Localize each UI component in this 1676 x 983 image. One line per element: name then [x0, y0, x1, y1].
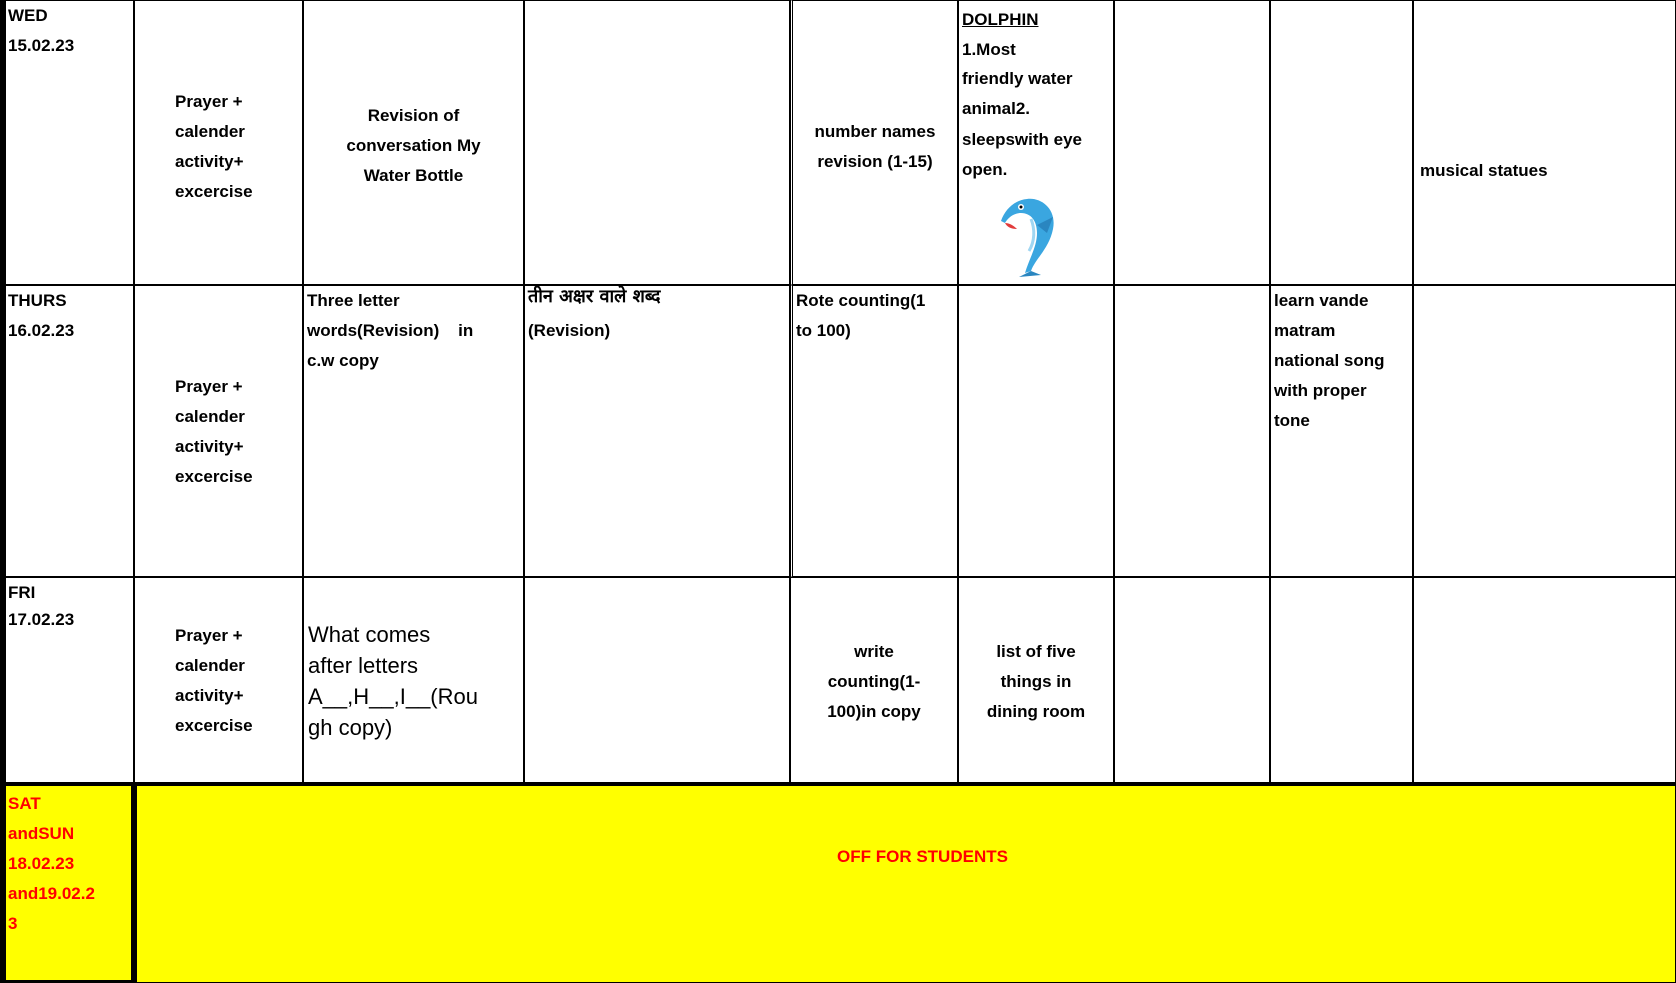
row-thurs-english-line-3: c.w copy — [307, 351, 379, 370]
row-wed-col9-cell — [1413, 0, 1676, 285]
row-thurs-col8-line-5: tone — [1274, 411, 1310, 430]
row-wed-maths-line-2: revision (1-15) — [817, 152, 933, 171]
row-wed-english-line-1: Revision of — [367, 106, 460, 125]
weekend-label-line-3: 18.02.23 — [8, 854, 75, 873]
row-thurs-col7-cell — [1114, 285, 1270, 577]
weekend-label-line-2: andSUN — [8, 824, 75, 843]
row-fri-assembly-line-3: activity+ — [175, 686, 244, 705]
row-thurs-col9-cell — [1413, 285, 1676, 577]
row-thurs-day-cell — [6, 285, 134, 577]
row-wed-evs-title: DOLPHIN — [962, 10, 1039, 29]
row-thurs-col8-line-1: learn vande — [1274, 291, 1369, 310]
row-fri-evs-line-2: things in — [1000, 672, 1072, 691]
row-thurs-assembly-line-3: activity+ — [175, 437, 244, 456]
row-wed-english-line-2: conversation My — [346, 136, 481, 155]
row-wed-assembly-cell — [134, 0, 303, 285]
row-wed-assembly-line-3: activity+ — [175, 152, 244, 171]
row-thurs-assembly-cell — [134, 285, 303, 577]
row-wed-assembly-line-2: calender — [175, 122, 245, 141]
row-fri-english-line-3: A__,H__,I__(Rou — [308, 684, 478, 709]
row-wed-date: 15.02.23 — [8, 36, 75, 55]
row-fri-day: FRI — [8, 583, 36, 602]
row-fri-evs-cell — [958, 577, 1114, 783]
weekend-label-line-5: 3 — [8, 914, 18, 933]
row-fri-date: 17.02.23 — [8, 610, 75, 629]
row-wed-evs-line-4: sleepswith eye — [962, 130, 1083, 149]
row-wed-english-line-3: Water Bottle — [363, 166, 464, 185]
row-wed-maths-cell — [790, 0, 958, 285]
row-fri-english-line-2: after letters — [308, 653, 419, 678]
row-thurs-hindi-line-1: तीन अक्षर वाले शब्द — [528, 286, 661, 307]
row-wed-maths-line-1: number names — [814, 122, 936, 141]
row-fri-maths-line-3: 100)in copy — [827, 702, 921, 721]
row-fri-maths-cell — [790, 577, 958, 783]
dolphin-picture — [991, 189, 1067, 277]
row-fri-assembly-cell — [134, 577, 303, 783]
row-fri-assembly-line-4: excercise — [175, 716, 253, 735]
row-thurs-english-cell — [303, 285, 524, 577]
row-wed-day: WED — [8, 6, 48, 25]
row-thurs-assembly-line-1: Prayer + — [175, 377, 243, 396]
row-wed-evs-cell — [958, 0, 1114, 285]
row-thurs-col8-cell — [1270, 285, 1413, 577]
row-fri-col7-cell — [1114, 577, 1270, 783]
weekend-message-cell — [134, 783, 1676, 983]
row-fri-col8-cell — [1270, 577, 1413, 783]
row-fri-maths-line-1: write — [854, 642, 894, 661]
weekend-label-line-4: and19.02.2 — [8, 884, 95, 903]
row-fri-assembly-line-2: calender — [175, 656, 245, 675]
row-thurs-col8-line-2: matram — [1274, 321, 1336, 340]
row-fri-english-line-1: What comes — [308, 622, 431, 647]
row-thurs-maths-line-2: to 100) — [796, 321, 851, 340]
row-fri-maths-line-2: counting(1- — [827, 672, 921, 691]
row-wed-evs-line-1: 1.Most — [962, 40, 1016, 59]
row-thurs-hindi-line-2: (Revision) — [528, 321, 611, 340]
row-fri-english-line-4: gh copy) — [308, 715, 393, 740]
row-wed-english-cell — [303, 0, 524, 285]
row-fri-english-cell — [303, 577, 524, 783]
row-fri-hindi-cell — [524, 577, 790, 783]
row-wed-day-cell — [6, 0, 134, 285]
row-thurs-date: 16.02.23 — [8, 321, 75, 340]
row-thurs-day: THURS — [8, 291, 67, 310]
row-fri-day-cell — [6, 577, 134, 783]
row-wed-assembly-line-1: Prayer + — [175, 92, 243, 111]
row-wed-evs-line-2: friendly water — [962, 69, 1073, 88]
row-thurs-maths-line-1: Rote counting(1 — [796, 291, 926, 310]
weekend-message: OFF FOR STUDENTS — [837, 847, 1008, 866]
row-fri-assembly-line-1: Prayer + — [175, 626, 243, 645]
row-wed-col7-cell — [1114, 0, 1270, 285]
row-fri-evs-line-1: list of five — [996, 642, 1076, 661]
row-thurs-assembly-line-4: excercise — [175, 467, 253, 486]
row-fri-evs-line-3: dining room — [986, 702, 1086, 721]
row-thurs-hindi-cell — [524, 285, 790, 577]
row-thurs-assembly-line-2: calender — [175, 407, 245, 426]
row-wed-assembly-line-4: excercise — [175, 182, 253, 201]
weekend-label-line-1: SAT — [8, 794, 41, 813]
row-wed-evs-line-5: open. — [962, 160, 1008, 179]
row-wed-evs-line-3: animal2. — [962, 99, 1031, 118]
row-thurs-maths-cell — [790, 285, 958, 577]
row-thurs-english-line-1: Three letter — [307, 291, 400, 310]
weekend-label-cell — [6, 783, 134, 983]
row-fri-col9-cell — [1413, 577, 1676, 783]
row-wed-col9-text: musical statues — [1420, 161, 1548, 180]
row-wed-col8-cell — [1270, 0, 1413, 285]
row-thurs-english-line-2: words(Revision) in — [307, 321, 474, 340]
row-wed-hindi-cell — [524, 0, 790, 285]
row-thurs-col8-line-4: with proper — [1274, 381, 1367, 400]
row-thurs-evs-cell — [958, 285, 1114, 577]
row-thurs-col8-line-3: national song — [1274, 351, 1385, 370]
